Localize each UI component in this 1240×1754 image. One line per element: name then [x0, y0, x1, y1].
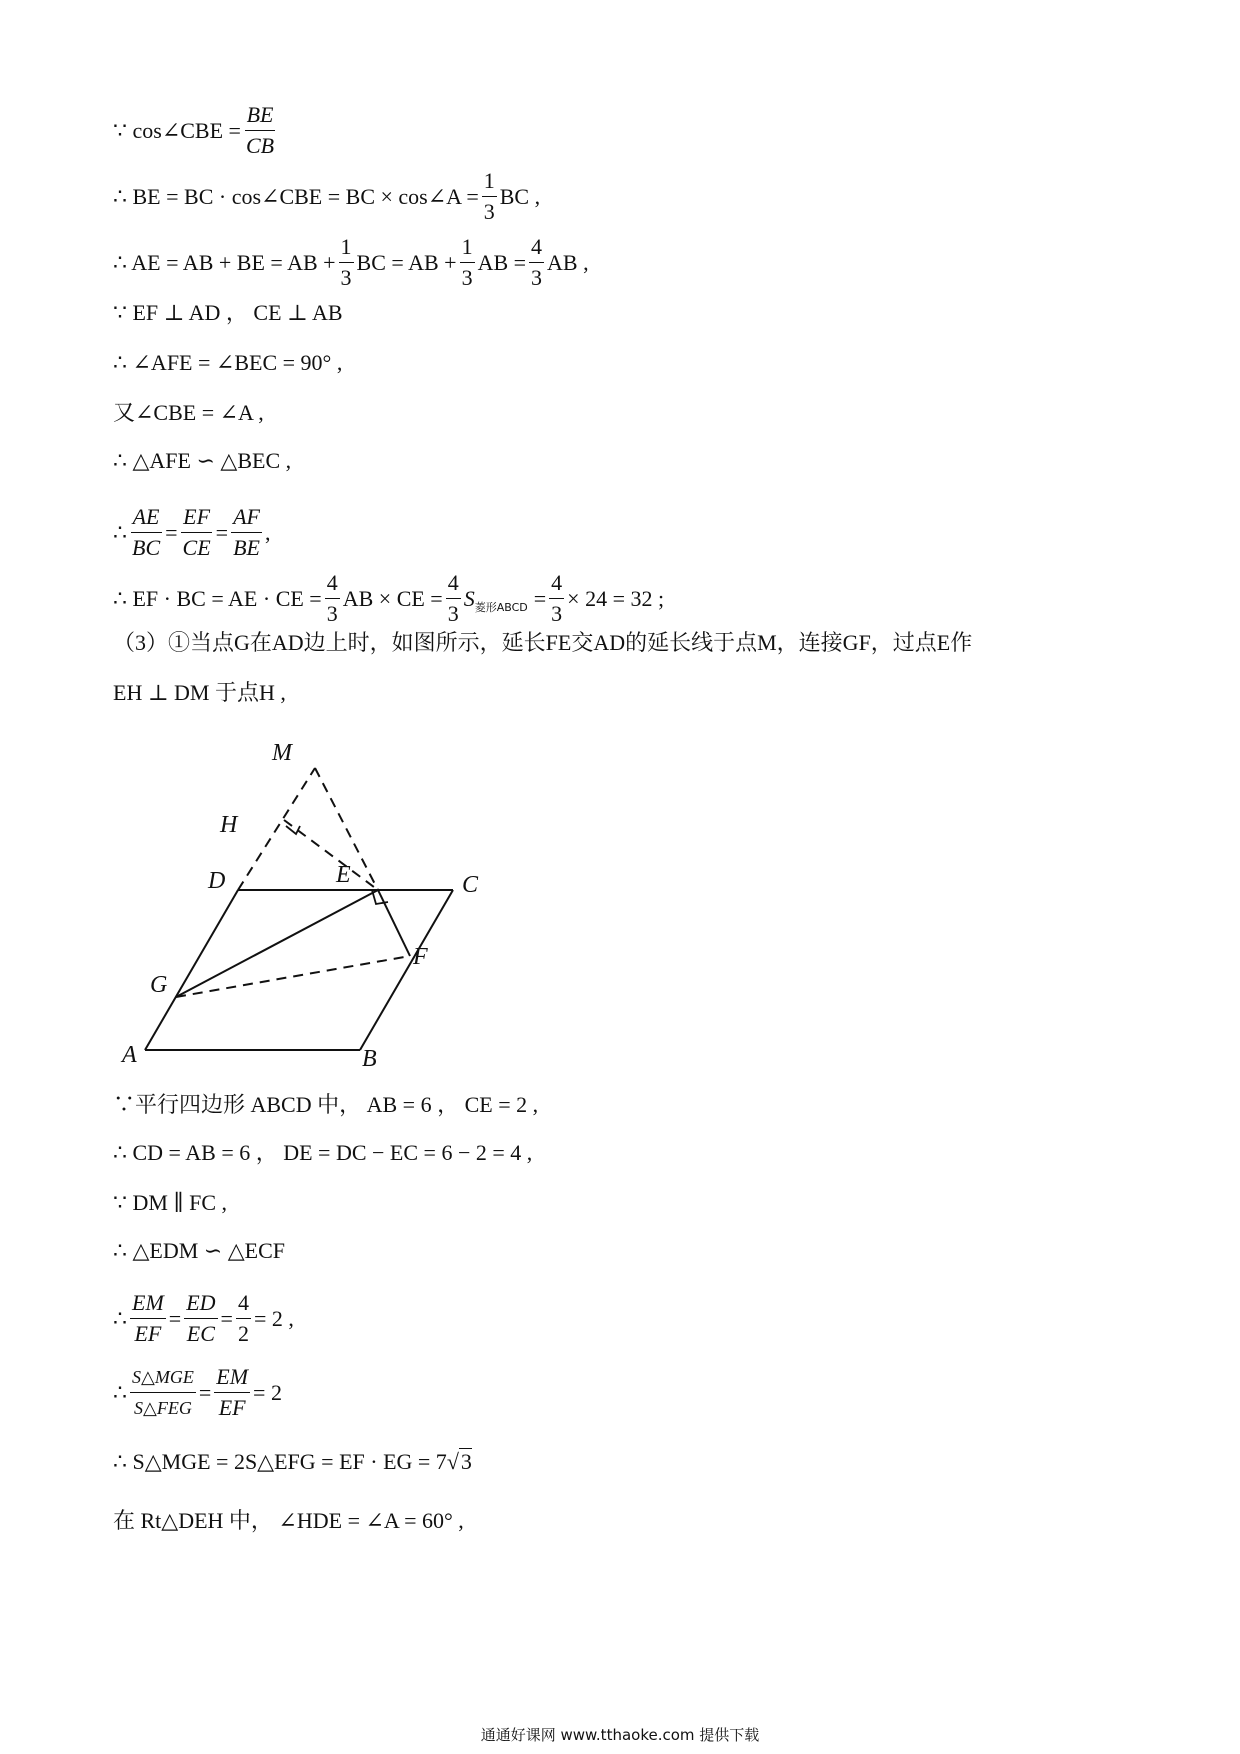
line-ef-bc: ∴ EF · BC = AE · CE = $\frac{4}{3}$ AB × CE = $\frac{4}{3}$ S 菱形ABCD = $\frac{4}{3}$ × 24 = 32 ;	[113, 570, 665, 626]
segment-bc	[360, 890, 453, 1050]
line-area-ratio: ∴ $\frac{\text{S△MGE}}{\text{S△FEG}}$ = $\frac{EM}{EF}$ = 2	[113, 1364, 282, 1420]
parallelogram-figure	[110, 710, 510, 1070]
page-footer: 通通好课网 www.tthaoke.com 提供下载	[480, 1726, 760, 1744]
label-d: D	[208, 868, 226, 894]
line-similar-1: ∴ △AFE ∽ △BEC ,	[113, 448, 292, 473]
line-similar-2: ∴ △EDM ∽ △ECF	[113, 1238, 286, 1263]
label-h: H	[220, 812, 238, 838]
line-cd-de: ∴ CD = AB = 6 ， DE = DC − EC = 6 − 2 = 4 ,	[113, 1140, 533, 1165]
segment-dm	[238, 768, 315, 890]
line-parallelogram: ∵平行四边形 ABCD 中， AB = 6 ， CE = 2 ,	[113, 1092, 539, 1117]
line-cos-cbe: ∵ cos∠CBE = $\frac{BE}{CB}$	[113, 100, 279, 161]
label-f: F	[413, 944, 428, 970]
fraction: $\frac{BE}{CB}$	[245, 102, 275, 158]
line-area-mge: ∴ S△MGE = 2S△EFG = EF · EG = 7 √ 3	[113, 1448, 472, 1474]
line-ae: ∴ AE = AB + BE = AB + $\frac{1}{3}$ BC = AB + $\frac{1}{3}$ AB = $\frac{4}{3}$ AB ,	[113, 234, 589, 290]
line-angle-cbe: 又∠CBE = ∠A ,	[113, 400, 264, 425]
segment-ef	[378, 890, 410, 956]
label-b: B	[362, 1046, 377, 1070]
right-angle-h	[286, 826, 300, 834]
label-e: E	[336, 862, 351, 888]
fraction: $\frac{1}{3}$	[483, 168, 495, 224]
segment-gf	[176, 956, 410, 997]
label-a: A	[122, 1042, 137, 1068]
line-rt-deh: 在 Rt△DEH 中， ∠HDE = ∠A = 60° ,	[113, 1508, 464, 1533]
line-angle-90: ∴ ∠AFE = ∠BEC = 90° ,	[113, 350, 343, 375]
line-be: ∴ BE = BC · cos∠CBE = BC × cos∠A = $\frac{1}{3}$ BC ,	[113, 166, 540, 227]
line-perp: ∵ EF ⊥ AD ， CE ⊥ AB	[113, 300, 343, 325]
segment-da	[145, 890, 238, 1050]
label-c: C	[462, 872, 479, 898]
line-eh-dm: EH ⊥ DM 于点H ,	[113, 680, 286, 705]
line-dm-fc: ∵ DM ∥ FC ,	[113, 1190, 228, 1215]
line-part3: （3）①当点G在AD边上时，如图所示，延长FE交AD的延长线于点M，连接GF，过点E作	[113, 630, 973, 655]
line-ratio-2: ∴ $\frac{EM}{EF}$ = $\frac{ED}{EC}$ = $\frac{4}{2}$ = 2 ,	[113, 1290, 294, 1346]
label-g: G	[150, 972, 168, 998]
label-m: M	[272, 740, 292, 766]
line-ratio-1: ∴ $\frac{AE}{BC}$ = $\frac{EF}{CE}$ = $\frac{AF}{BE}$ ,	[113, 504, 271, 560]
